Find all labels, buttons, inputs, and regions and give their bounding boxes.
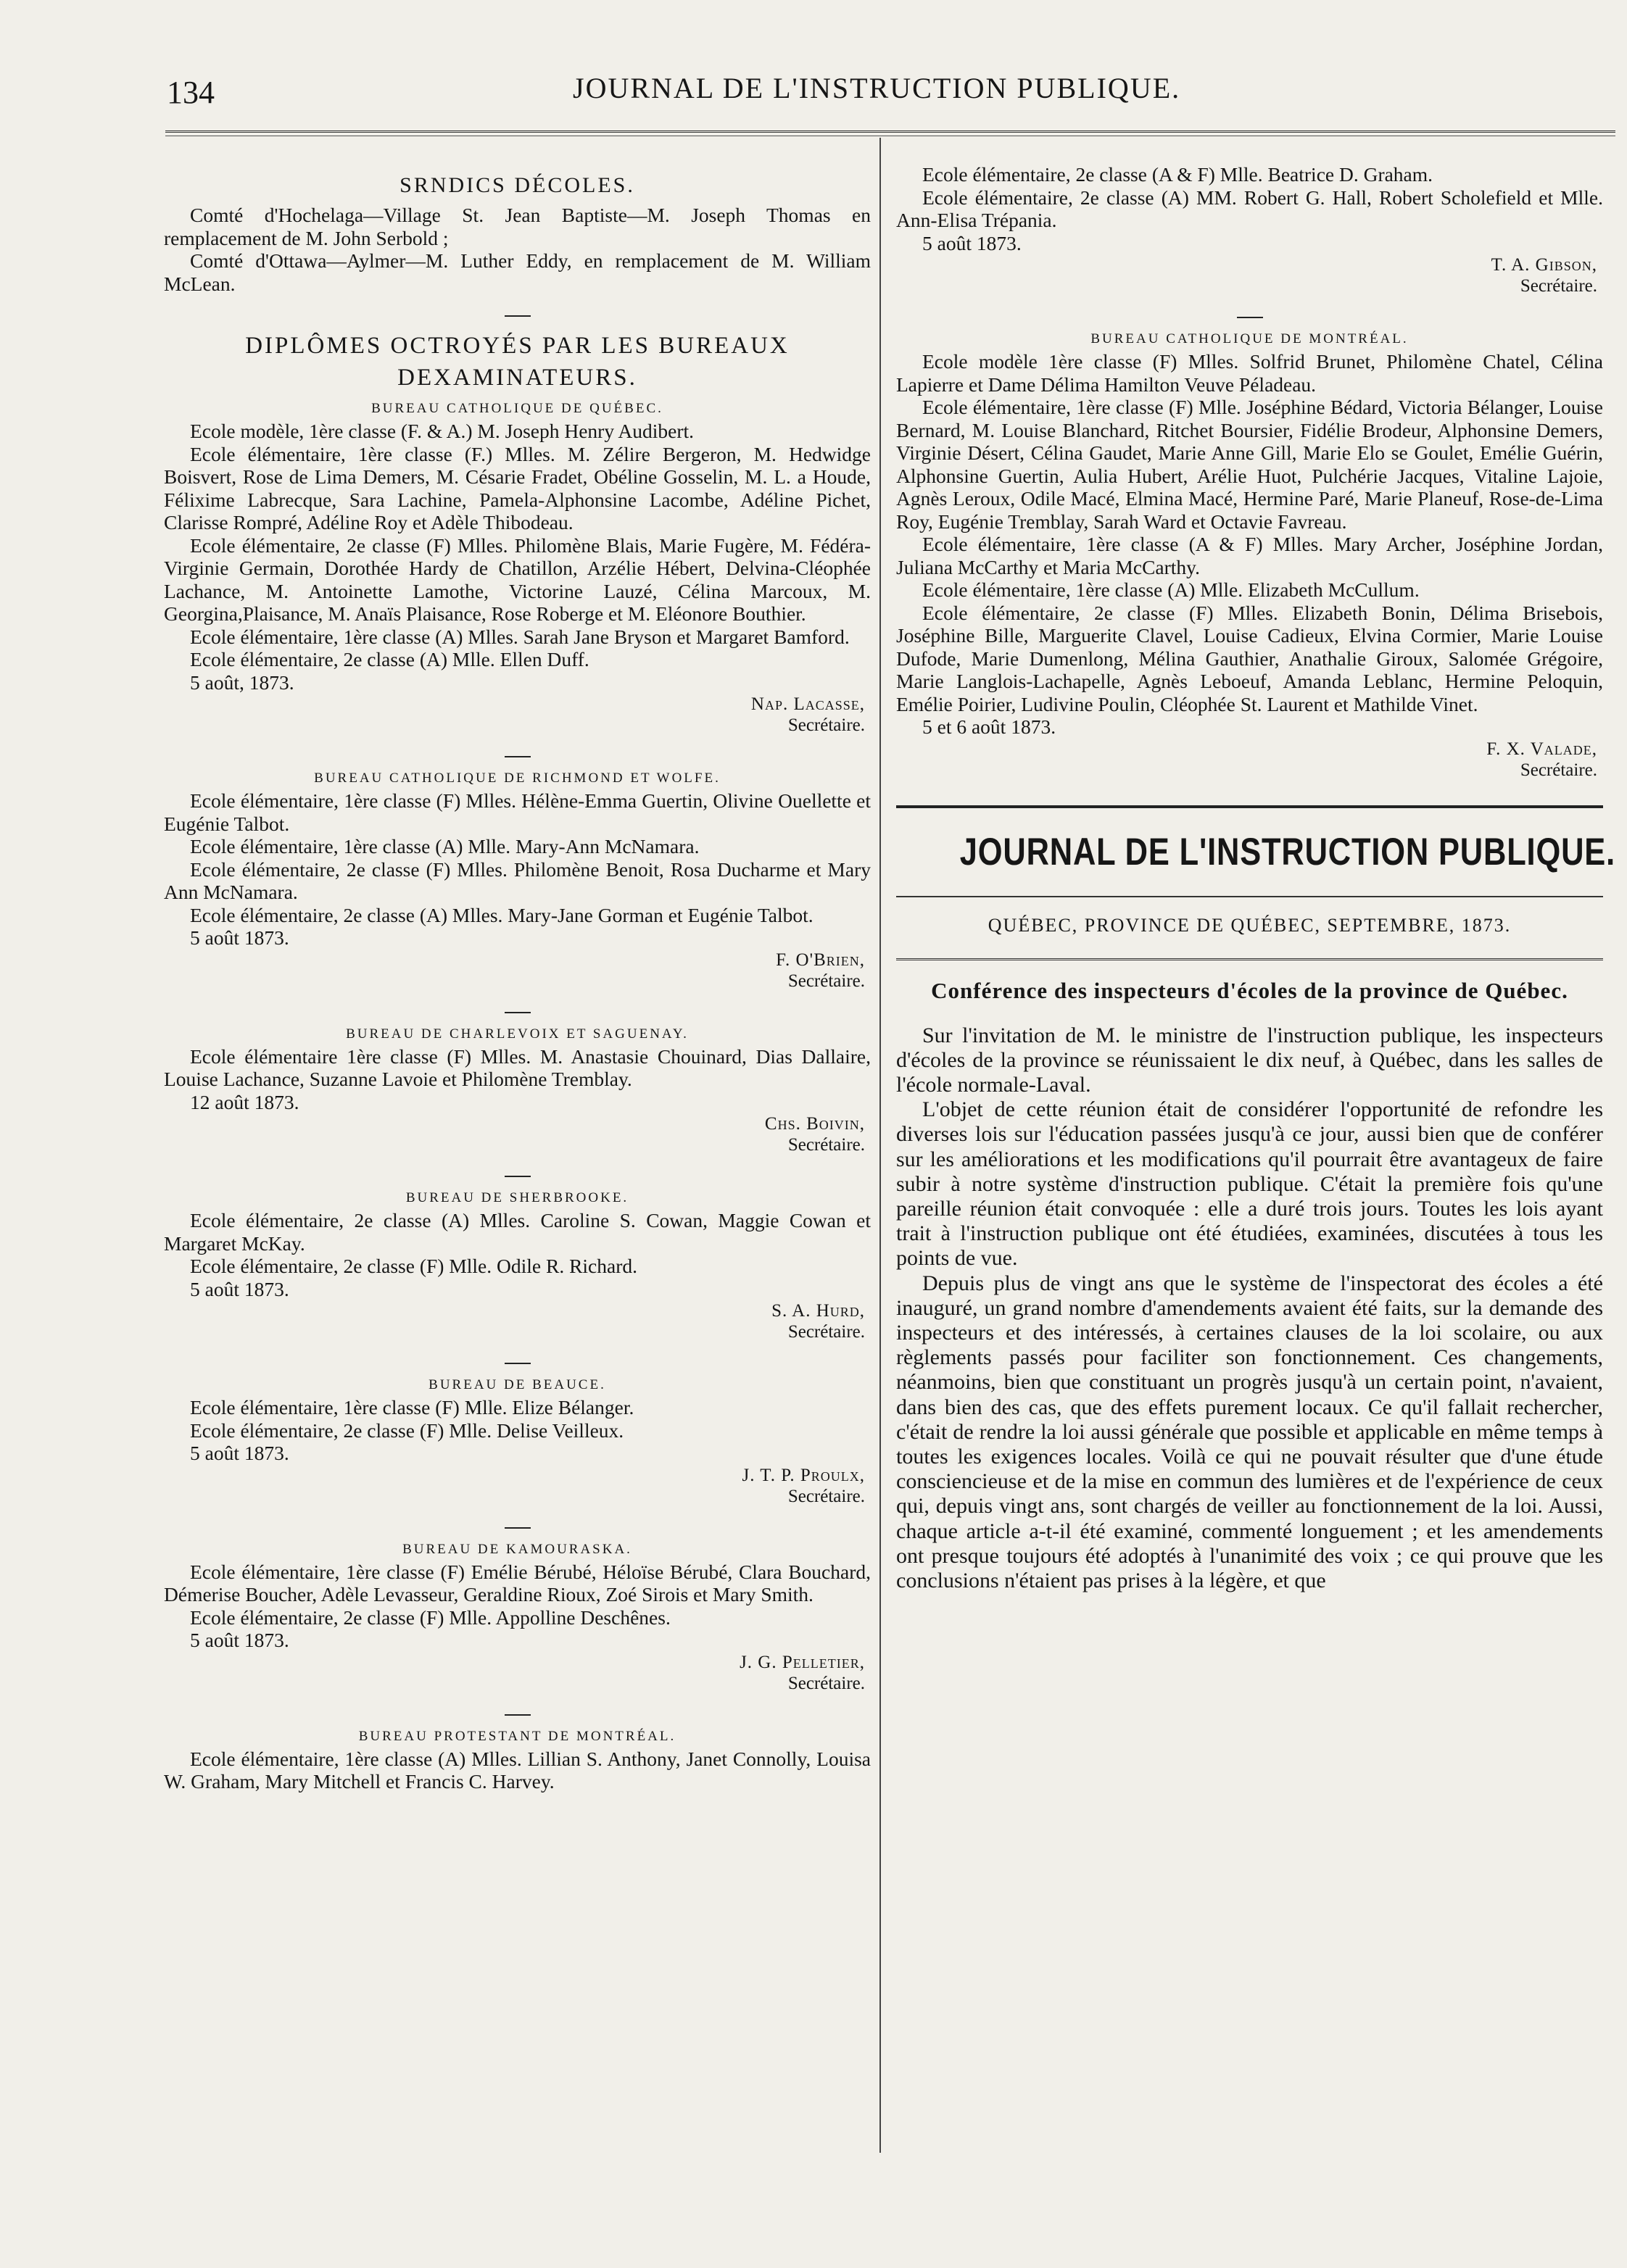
section-dash [505, 1176, 531, 1177]
section-dash [505, 1527, 531, 1529]
diploma-entry: Ecole élémentaire, 2e classe (A) MM. Robert G. Hall, Robert Scholefield et Mlle. Ann-Elisa Trépania. [896, 186, 1603, 231]
masthead-rule [896, 805, 1603, 808]
signature-name: Nap. Lacasse, [750, 694, 865, 714]
diploma-entry: Ecole élémentaire, 2e classe (A) Mlles. Caroline S. Cowan, Maggie Cowan et Margaret McKay. [164, 1209, 871, 1255]
section-dash [1237, 317, 1263, 318]
diploma-entry: Ecole élémentaire, 1ère classe (F) Emélie Bérubé, Héloïse Bérubé, Clara Bouchard, Démerise Boucher, Adèle Levasseur, Geraldine Rioux, Zoé Sirois et Mary Smith. [164, 1560, 871, 1606]
diploma-entry: Ecole élémentaire, 1ère classe (F) Mlle. Elize Bélanger. [190, 1396, 634, 1418]
signature-title: Secrétaire. [787, 1322, 865, 1342]
left-column [164, 163, 871, 1793]
page-header [167, 71, 1610, 115]
entry-date: 12 août 1873. [190, 1090, 299, 1113]
running-head: JOURNAL DE L'INSTRUCTION PUBLIQUE. [573, 72, 1181, 104]
section-dash [505, 1012, 531, 1013]
masthead-subrule [896, 896, 1603, 897]
signature-name: Chs. Boivin, [764, 1114, 865, 1134]
diplomes-title-line: DEXAMINATEURS. [397, 365, 637, 391]
syndics-title: SRNDICS DÉCOLES. [399, 173, 635, 197]
section-dash [505, 315, 531, 317]
column-rule [879, 138, 881, 2153]
diploma-entry: Ecole élémentaire, 1ère classe (A) Mlle. Mary-Ann McNamara. [190, 835, 700, 857]
entry-date: 5 août 1873. [922, 231, 1022, 254]
diploma-entry: Ecole élémentaire, 2e classe (F) Mlles. Elizabeth Bonin, Délima Brisebois, Joséphine Bille, Marguerite Clavel, Louise Cadieux, Elvina Cormier, Marie Louise Dufode, Marie Dumenlong, Mélina Gauthier, Anathalie Giroux, Salomée Grégoire, Marie Langlois-Lachapelle, Agnès Leboeuf, Amanda Leblanc, Hermine Peloquin, Emélie Poirier, Ludivine Poulin, Cléophée St. Laurent et Mathilde Vinet. [896, 601, 1603, 715]
diploma-entry: Ecole élémentaire, 1ère classe (A) Mlle. Elizabeth McCullum. [922, 578, 1420, 601]
signature-title: Secrétaire. [787, 1673, 865, 1693]
diploma-entry: Ecole modèle, 1ère classe (F. & A.) M. Joseph Henry Audibert. [190, 420, 695, 442]
diploma-entry: Ecole élémentaire, 2e classe (F) Mlle. Delise Veilleux. [190, 1418, 624, 1442]
entry-date: 5 août, 1873. [190, 670, 294, 694]
diploma-entry: Ecole élémentaire 1ère classe (F) Mlles. M. Anastasie Chouinard, Dias Dallaire, Louise Lachance, Suzanne Lavoie et Philomène Tremblay. [164, 1044, 871, 1090]
diploma-entry: Ecole élémentaire, 1ère classe (F) Mlles. Hélène-Emma Guertin, Olivine Ouellette et Eugénie Talbot. [164, 789, 871, 835]
diploma-entry: Ecole élémentaire, 1ère classe (A & F) Mlles. Mary Archer, Joséphine Jordan, Juliana McCarthy et Maria McCarthy. [896, 533, 1603, 578]
entry-date: 5 août 1873. [190, 926, 289, 949]
signature-title: Secrétaire. [787, 971, 865, 991]
bureau-title: BUREAU CATHOLIQUE DE MONTRÉAL. [1090, 331, 1409, 346]
right-column [896, 163, 1615, 1593]
bureau-title: BUREAU PROTESTANT DE MONTRÉAL. [358, 1728, 676, 1744]
article-title: Conférence des inspecteurs d'écoles de la province de Québec. [931, 977, 1568, 1003]
syndic-entry: Comté d'Hochelaga—Village St. Jean Baptiste—M. Joseph Thomas en remplacement de M. John Serbold ; [164, 204, 871, 249]
bureau-title: BUREAU CATHOLIQUE DE RICHMOND ET WOLFE. [314, 770, 721, 786]
signature-name: S. A. Hurd, [771, 1301, 865, 1321]
entry-date: 5 août 1873. [190, 1629, 289, 1651]
section-dash [505, 1714, 531, 1716]
bureau-title: BUREAU DE CHARLEVOIX ET SAGUENAY. [346, 1026, 689, 1042]
signature-title: Secrétaire. [787, 1486, 865, 1506]
dateline: QUÉBEC, PROVINCE DE QUÉBEC, SEPTEMBRE, 1873. [988, 914, 1512, 936]
diploma-entry: Ecole élémentaire, 2e classe (F) Mlles. Philomène Blais, Marie Fugère, M. Fédéra-Virginie Germain, Dorothée Hardy de Chatillon, Arzélie Hébert, Delvina-Cléophée Lachance, M. Antoinette Lamothe, Victorine Lauzé, Célina Marcoux, M. Georgina,Plaisance, M. Anaïs Plaisance, Rose Roberge et M. Eléonore Bouthier. [164, 533, 871, 625]
diploma-entry: Ecole élémentaire, 2e classe (F) Mlle. Appolline Deschênes. [190, 1606, 671, 1629]
article-paragraph: L'objet de cette réunion était de considérer l'opportunité de refondre les diverses lois sur l'éducation passées jusqu'à ce jour, aussi bien que de conférer sur les améliorations et les modifications qu'il pourrait être avantageux de faire subir à notre système d'instruction publique. C'était la première fois qu'une pareille réunion était convoquée : elle a duré trois jours. Toutes les lois ayant trait à l'instruction publique ont été étudiées, examinées, discutées à tous les points de vue. [896, 1097, 1603, 1271]
signature-title: Secrétaire. [787, 1135, 865, 1155]
syndic-entry: Comté d'Ottawa—Aylmer—M. Luther Eddy, en remplacement de M. William McLean. [164, 249, 871, 295]
diploma-entry: Ecole élémentaire, 1ère classe (A) Mlles. Lillian S. Anthony, Janet Connolly, Louisa W. Graham, Mary Mitchell et Francis C. Harvey. [164, 1747, 871, 1793]
diploma-entry: Ecole élémentaire, 1ère classe (A) Mlles. Sarah Jane Bryson et Margaret Bamford. [190, 625, 850, 648]
diploma-entry: Ecole élémentaire, 2e classe (A) Mlle. Ellen Duff. [190, 648, 589, 670]
dateline-rule [896, 958, 1603, 963]
diploma-entry: Ecole élémentaire, 1ère classe (F.) Mlles. M. Zélire Bergeron, M. Hedwidge Boisvert, Rose de Lima Demers, M. Césarie Fradet, Obéline Gosselin, M. L. a Houde, Félixime Labrecque, Sara Lachine, Pamela-Alphonsine Lacombe, Adéline Pichet, Clarisse Rompré, Adéline Roy et Adèle Thibodeau. [164, 442, 871, 533]
diplomes-title-line: DIPLÔMES OCTROYÉS PAR LES BUREAUX [245, 333, 790, 359]
diploma-entry: Ecole élémentaire, 2e classe (F) Mlle. Odile R. Richard. [190, 1255, 638, 1277]
bureau-title: BUREAU DE BEAUCE. [429, 1377, 606, 1392]
bureau-title: BUREAU DE SHERBROOKE. [405, 1190, 629, 1205]
bureau-title: BUREAU CATHOLIQUE DE QUÉBEC. [371, 401, 663, 416]
entry-date: 5 août 1873. [190, 1442, 289, 1464]
header-rule [165, 130, 1615, 136]
entry-date: 5 août 1873. [190, 1277, 289, 1300]
diploma-entry: Ecole modèle 1ère classe (F) Mlles. Solfrid Brunet, Philomène Chatel, Célina Lapierre et Dame Délima Hamilton Veuve Péladeau. [896, 350, 1603, 396]
section-dash [505, 756, 531, 757]
diploma-entry: Ecole élémentaire, 2e classe (A) Mlles. Mary-Jane Gorman et Eugénie Talbot. [190, 903, 814, 926]
signature-title: Secrétaire. [1520, 760, 1597, 780]
section-dash [505, 1363, 531, 1364]
page-number: 134 [167, 75, 215, 110]
article-paragraph: Sur l'invitation de M. le ministre de l'instruction publique, les inspecteurs d'écoles de la province se réunissaient le dix neuf, à Québec, dans les salles de l'école normale-Laval. [896, 1023, 1603, 1097]
diploma-entry: Ecole élémentaire, 2e classe (F) Mlles. Philomène Benoit, Rosa Ducharme et Mary Ann McNamara. [164, 857, 871, 903]
signature-name: J. T. P. Proulx, [742, 1465, 865, 1485]
diploma-entry: Ecole élémentaire, 2e classe (A & F) Mlle. Beatrice D. Graham. [922, 163, 1433, 186]
entry-date: 5 et 6 août 1873. [922, 715, 1056, 738]
signature-name: J. G. Pelletier, [740, 1652, 865, 1672]
signature-name: F. X. Valade, [1486, 739, 1597, 759]
diplomes-title [164, 330, 871, 394]
bureau-title: BUREAU DE KAMOURASKA. [402, 1541, 632, 1557]
signature-name: F. O'Brien, [776, 950, 865, 970]
signature-title: Secrétaire. [787, 715, 865, 735]
masthead: JOURNAL DE L'INSTRUCTION PUBLIQUE. [959, 830, 1615, 873]
signature-title: Secrétaire. [1520, 276, 1597, 296]
signature-name: T. A. Gibson, [1491, 255, 1597, 275]
diploma-entry: Ecole élémentaire, 1ère classe (F) Mlle. Joséphine Bédard, Victoria Bélanger, Louise Bernard, M. Louise Blanchard, Ritchet Boursier, Fidélie Brodeur, Alphonsine Demers, Virginie Désert, Célina Gaudet, Marie Anne Gill, Marie Elo se Goulet, Emélie Guérin, Alphonsine Guertin, Aulia Hubert, Arélie Huot, Pulchérie Jacques, Vitaline Lajoie, Agnès Leroux, Odile Macé, Elmina Macé, Hermine Paré, Marie Planeuf, Rose-de-Lima Roy, Eugénie Tremblay, Sarah Ward et Octavie Favreau. [896, 396, 1603, 533]
article-paragraph: Depuis plus de vingt ans que le système de l'inspectorat des écoles a été inauguré, un grand nombre d'amendements avaient été faits, sur la demande des inspecteurs et des intéressés, à certaines clauses de la loi scolaire, ou aux règlements passés pour faciliter son fonctionnement. Ces changements, néanmoins, bien que constituant un progrès jusqu'à un certain point, n'avaient, dans bien des cas, que des effets purement locaux. Ce qu'il fallait rechercher, c'était de rendre la loi aussi générale que possible et applicable en même temps à toutes les exigences locales. Voilà ce qui ne pouvait résulter que d'une étude consciencieuse et de la mise en commun des lumières et de l'expérience de ceux qui, depuis vingt ans, sont chargés de veiller au fonctionnement de la loi. Aussi, chaque article a-t-il été examiné, commenté longuement ; et les amendements ont presque toujours été adoptés à l'unanimité des voix ; ce qui prouve que les conclusions n'étaient pas prises à la légère, et que [896, 1271, 1603, 1592]
